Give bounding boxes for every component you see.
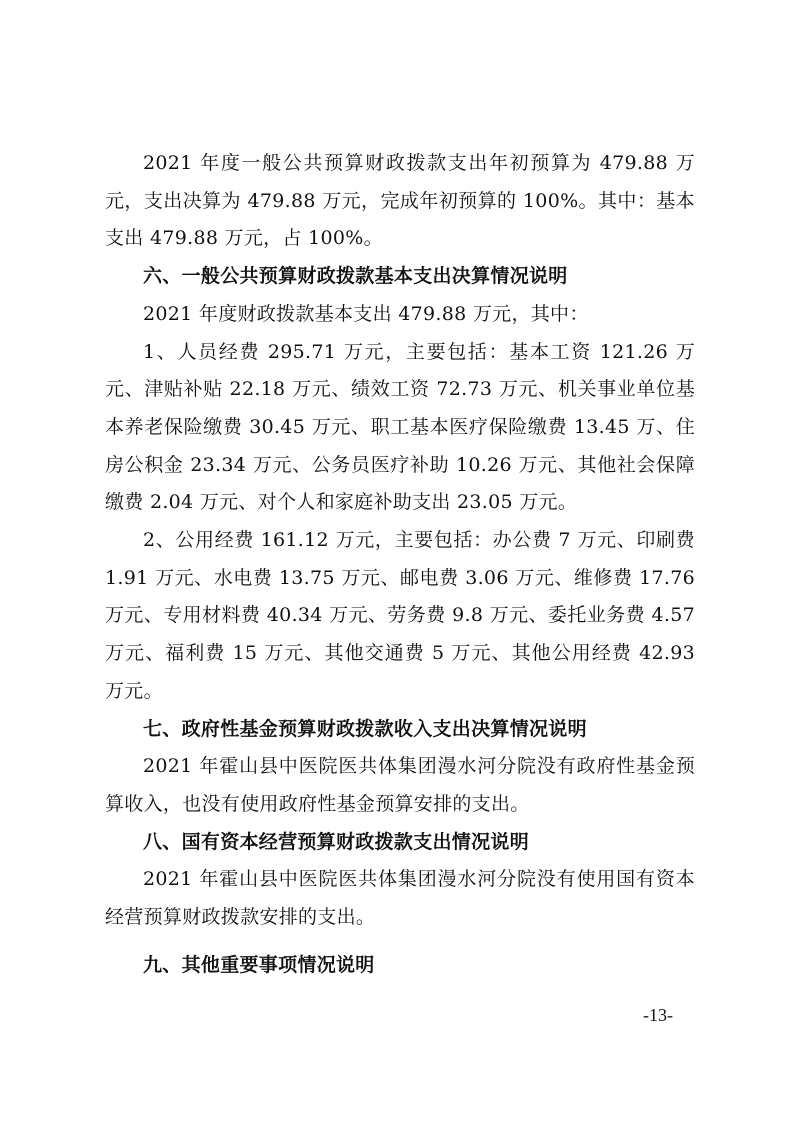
paragraph-personnel-expenses: 1、人员经费 295.71 万元，主要包括：基本工资 121.26 万元、津贴补贴 22.18 万元、绩效工资 72.73 万元、机关事业单位基本养老保险缴费 30.45 万元、职工基本医疗保险缴费 13.45 万、住房公积金 23.34 万元、公务员医疗补助 10.26 万元、其他社会保障缴费 2.04 万元、对个人和家庭补助支出 23.05 万元。 <box>105 340 695 514</box>
page-number: -13- <box>643 1005 673 1025</box>
section-heading-8: 八、国有资本经营预算财政拨款支出情况说明 <box>143 830 530 853</box>
document-body <box>105 145 695 984</box>
paragraph-government-fund: 2021 年霍山县中医院医共体集团漫水河分院没有政府性基金预算收入，也没有使用政府性基金预算安排的支出。 <box>105 755 695 815</box>
paragraph-budget-summary: 2021 年度一般公共预算财政拨款支出年初预算为 479.88 万元，支出决算为 479.88 万元，完成年初预算的 100%。其中：基本支出 479.88 万元，占 100%。 <box>105 152 695 250</box>
section-heading-7: 七、政府性基金预算财政拨款收入支出决算情况说明 <box>143 717 587 740</box>
section-heading-6: 六、一般公共预算财政拨款基本支出决算情况说明 <box>143 265 568 288</box>
paragraph-state-capital: 2021 年霍山县中医院医共体集团漫水河分院没有使用国有资本经营预算财政拨款安排的支出。 <box>105 868 695 929</box>
paragraph-public-expenses: 2、公用经费 161.12 万元，主要包括：办公费 7 万元、印刷费 1.91 万元、水电费 13.75 万元、邮电费 3.06 万元、维修费 17.76 万元、专用材料费 40.34 万元、劳务费 9.8 万元、委托业务费 4.57 万元、福利费 15 万元、其他交通费 5 万元、其他公用经费 42.93 万元。 <box>105 529 695 702</box>
section-heading-9: 九、其他重要事项情况说明 <box>143 953 375 976</box>
paragraph-basic-expenditure: 2021 年度财政拨款基本支出 479.88 万元，其中： <box>143 302 589 325</box>
